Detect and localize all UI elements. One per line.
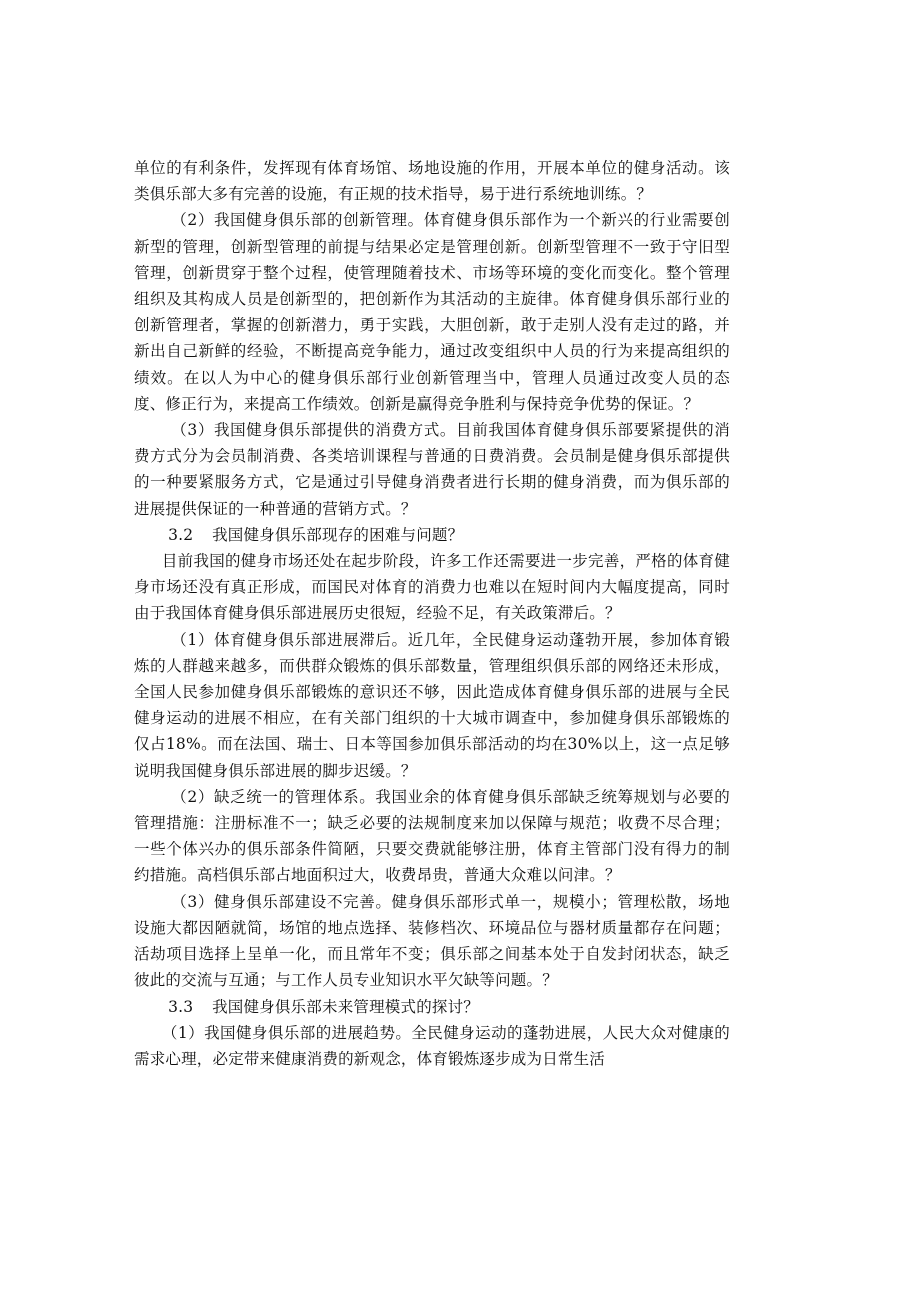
section-number: 3.3 <box>168 997 194 1016</box>
paragraph-consumption-methods: （3）我国健身俱乐部提供的消费方式。目前我国体育健身俱乐部要紧提供的消费方式分为会员制消费、各类培训课程与普通的日费消费。会员制是健身俱乐部提供的一种要紧服务方式，它是通过引导健身消费者进行长期的健身消费，而为俱乐部的进展提供保证的一种普通的营销方式。？ <box>134 421 730 518</box>
section-title: 我国健身俱乐部未来管理模式的探讨？ <box>212 997 479 1016</box>
section-number: 3.2 <box>168 525 194 544</box>
section-heading-3-2 <box>134 522 730 548</box>
section-heading-3-3 <box>134 994 730 1020</box>
paragraph-innovation-management: （2）我国健身俱乐部的创新管理。体育健身俱乐部作为一个新兴的行业需要创新型的管理，创新型管理的前提与结果必定是管理创新。创新型管理不一致于守旧型管理，创新贯穿于整个过程，使管理随着技术、市场等环境的变化而变化。整个管理组织及其构成人员是创新型的，把创新作为其活动的主旋律。体育健身俱乐部行业的创新管理者，掌握的创新潜力，勇于实践，大胆创新，敢于走别人没有走过的路，并新出自己新鲜的经验，不断提高竞争能力，通过改变组织中人员的行为来提高组织的绩效。在以人为中心的健身俱乐部行业创新管理当中，管理人员通过改变人员的态度、修正行为，来提高工作绩效。创新是赢得竞争胜利与保持竞争优势的保证。？ <box>134 211 730 413</box>
paragraph-continuation: 单位的有利条件，发挥现有体育场馆、场地设施的作用，开展本单位的健身活动。该类俱乐部大多有完善的设施，有正规的技术指导，易于进行系统地训练。？ <box>134 159 730 204</box>
document-body <box>134 155 730 1072</box>
paragraph-management-system: （2）缺乏统一的管理体系。我国业余的体育健身俱乐部缺乏统筹规划与必要的管理措施：注册标准不一；缺乏必要的法规制度来加以保障与规范；收费不尽合理；一些个体兴办的俱乐部条件简陋，只要交费就能够注册，体育主管部门没有得力的制约措施。高档俱乐部占地面积过大，收费昂贵，普通大众难以问津。？ <box>134 787 730 885</box>
paragraph-development-lag: （1）体育健身俱乐部进展滞后。近几年，全民健身运动蓬勃开展，参加体育锻炼的人群越来越多，而供群众锻炼的俱乐部数量，管理组织俱乐部的网络还未形成，全国人民参加健身俱乐部锻炼的意识还不够，因此造成体育健身俱乐部的进展与全民健身运动的进展不相应，在有关部门组织的十大城市调查中，参加健身俱乐部锻炼的仅占18%。而在法国、瑞士、日本等国参加俱乐部活动的均在30%以上，这一点足够说明我国健身俱乐部进展的脚步迟缓。？ <box>134 630 730 780</box>
paragraph-market-status: 目前我国的健身市场还处在起步阶段，许多工作还需要进一步完善，严格的体育健身市场还没有真正形成，而国民对体育的消费力也难以在短时间内大幅度提高，同时由于我国体育健身俱乐部进展历史很短，经验不足，有关政策滞后。？ <box>134 552 730 623</box>
paragraph-development-trend: （1）我国健身俱乐部的进展趋势。全民健身运动的蓬勃进展，人民大众对健康的需求心理，必定带来健康消费的新观念，体育锻炼逐步成为日常生活 <box>134 1023 730 1068</box>
section-title: 我国健身俱乐部现存的困难与问题？ <box>212 525 464 544</box>
paragraph-construction-issues: （3）健身俱乐部建设不完善。健身俱乐部形式单一，规模小；管理松散，场地设施大都因陋就简，场馆的地点选择、装修档次、环境品位与器材质量都存在问题；活劫项目选择上呈单一化，而且常年不变；俱乐部之间基本处于自发封闭状态，缺乏彼此的交流与互通；与工作人员专业知识水平欠缺等问题。？ <box>134 892 730 990</box>
